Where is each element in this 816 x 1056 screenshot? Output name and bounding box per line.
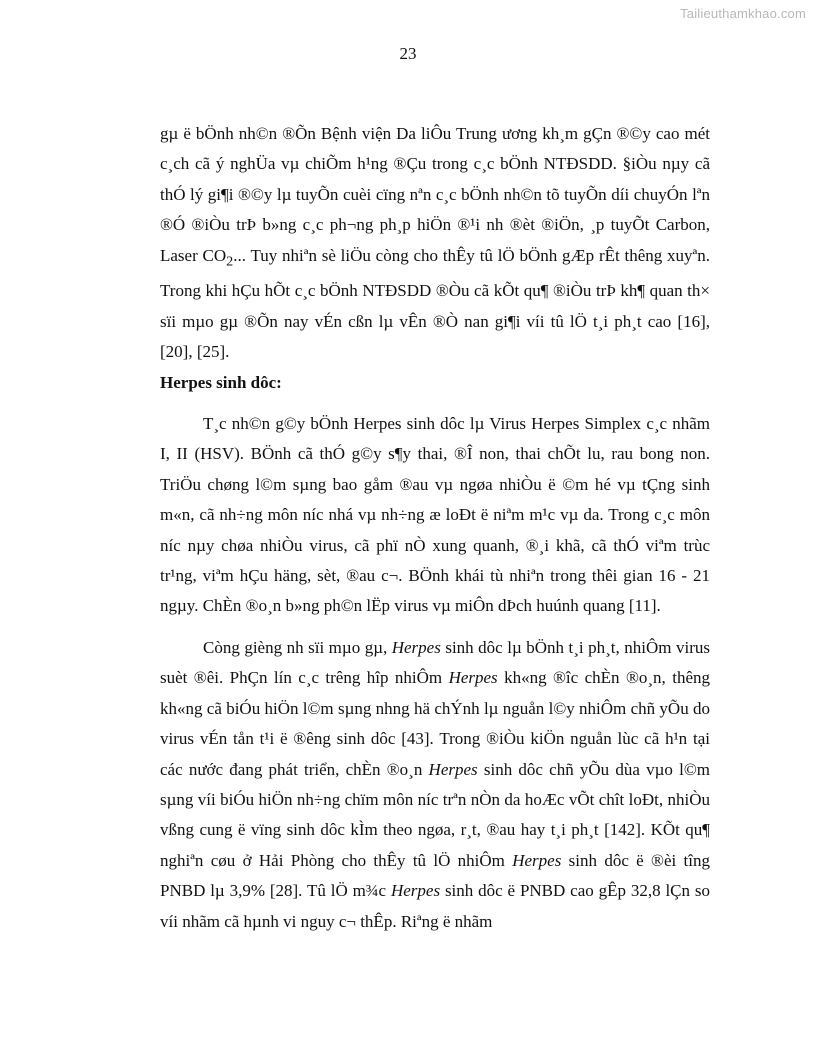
- page-number: 23: [399, 44, 417, 63]
- paragraph-1-tail: ... Tuy nhiªn sè liÖu còng cho thÊy tû lÖ bÖnh gÆp rÊt thêng xuyªn. Trong khi hÇu hÕt c¸c bÖnh NTĐSDD ®Òu cã kÕt qu¶ ®iÒu trÞ kh¶ quan th× sïi mµo gµ ®Õn nay vÉn cßn lµ vÊn ®Ò nan gi¶i víi tû lÖ t¸i ph¸t cao [16], [20], [25].: [160, 245, 710, 362]
- paragraph-3: [160, 633, 710, 937]
- subscript-2: 2: [226, 253, 234, 270]
- herpes-italic-1: Herpes: [391, 637, 441, 657]
- herpes-italic-5: Herpes: [390, 881, 441, 901]
- paragraph-3-part-d: sinh dôc chñ yÕu dùa vµo l©m sµng víi biÓu hiÖn nh÷ng chïm môn níc trªn nÒn da hoÆc vÕt chît loÐt, nhiÒu vßng cung ë vïng sinh dôc kÌm theo ngøa, r¸t, ®au hay t¸i ph¸t [142]. KÕt qu¶ nghiªn cøu ở Hải Phòng cho thÊy tû lÖ nhiÔm: [160, 759, 710, 870]
- herpes-italic-3: Herpes: [428, 759, 478, 779]
- document-body: [160, 119, 710, 937]
- herpes-italic-4: Herpes: [512, 850, 562, 870]
- paragraph-1: [160, 119, 710, 368]
- paragraph-3-part-b: sinh dôc lµ bÖnh t¸i ph¸t, nhiÔm virus suèt ®êi. PhÇn lín c¸c trêng hîp nhiÔm: [160, 637, 710, 688]
- herpes-italic-2: Herpes: [448, 668, 498, 688]
- paragraph-3-part-a: Còng gièng nh sïi mµo gµ,: [203, 637, 392, 657]
- section-heading: Herpes sinh dôc:: [160, 372, 282, 392]
- paragraph-3-part-f: sinh dôc ë PNBD cao gÊp 32,8 lÇn so víi nhãm cã hµnh vi nguy c¬ thÊp. Riªng ë nhãm: [160, 881, 710, 931]
- paragraph-2: T¸c nh©n g©y bÖnh Herpes sinh dôc lµ Virus Herpes Simplex c¸c nhãm I, II (HSV). BÖnh cã thÓ g©y s¶y thai, ®Î non, thai chÕt lu, rau bong non. TriÖu chøng l©m sµng bao gåm ®au vµ ngøa nhiÒu ë ©m hé vµ tÇng sinh m«n, cã nh÷ng môn níc nhá vµ nh÷ng æ loÐt ë niªm m¹c vµ da. Trong c¸c môn níc nµy chøa nhiÒu virus, cã phï nÒ xung quanh, ®¸i khã, cã thÓ viªm trùc tr¹ng, viªm hÇu häng, sèt, ®au c¬. BÖnh khái tù nhiªn trong thêi gian 16 - 21 ngµy. ChÈn ®o¸n b»ng ph©n lËp virus vµ miÔn dÞch huúnh quang [11].: [160, 414, 710, 616]
- paragraph-3-part-c: kh«ng ®îc chÈn ®o¸n, thêng kh«ng cã biÓu hiÖn l©m sµng nhng hä chÝnh lµ nguån l©y nhiÔm chñ yÕu do virus vÉn tån t¹i ë ®êng sinh dôc [43]. Trong ®iÒu kiÖn nguån lùc cã h¹n tại các nước đang phát triển, chÈn ®o¸n: [160, 668, 710, 779]
- watermark: Tailieuthamkhao.com: [680, 6, 806, 21]
- paragraph-1-text: gµ ë bÖnh nh©n ®Õn Bệnh viện Da liÔu Trung ương kh¸m gÇn ®©y cao mét c¸ch cã ý nghÜa vµ chiÕm h¹ng ®Çu trong c¸c bÖnh NTĐSDD. §iÒu nµy cã thÓ lý gi¶i ®©y lµ tuyÕn cuèi cïng nªn c¸c bÖnh nh©n tõ tuyÕn díi chuyÓn lªn ®Ó ®iÒu trÞ b»ng c¸c ph¬ng ph¸p hiÖn ®¹i nh ®èt ®iÖn, ¸p tuyÕt Carbon, Laser CO: [160, 124, 710, 265]
- paragraph-3-part-e: sinh dôc ë ®èi tîng PNBD lµ 3,9% [28]. Tû lÖ m¾c: [160, 850, 710, 901]
